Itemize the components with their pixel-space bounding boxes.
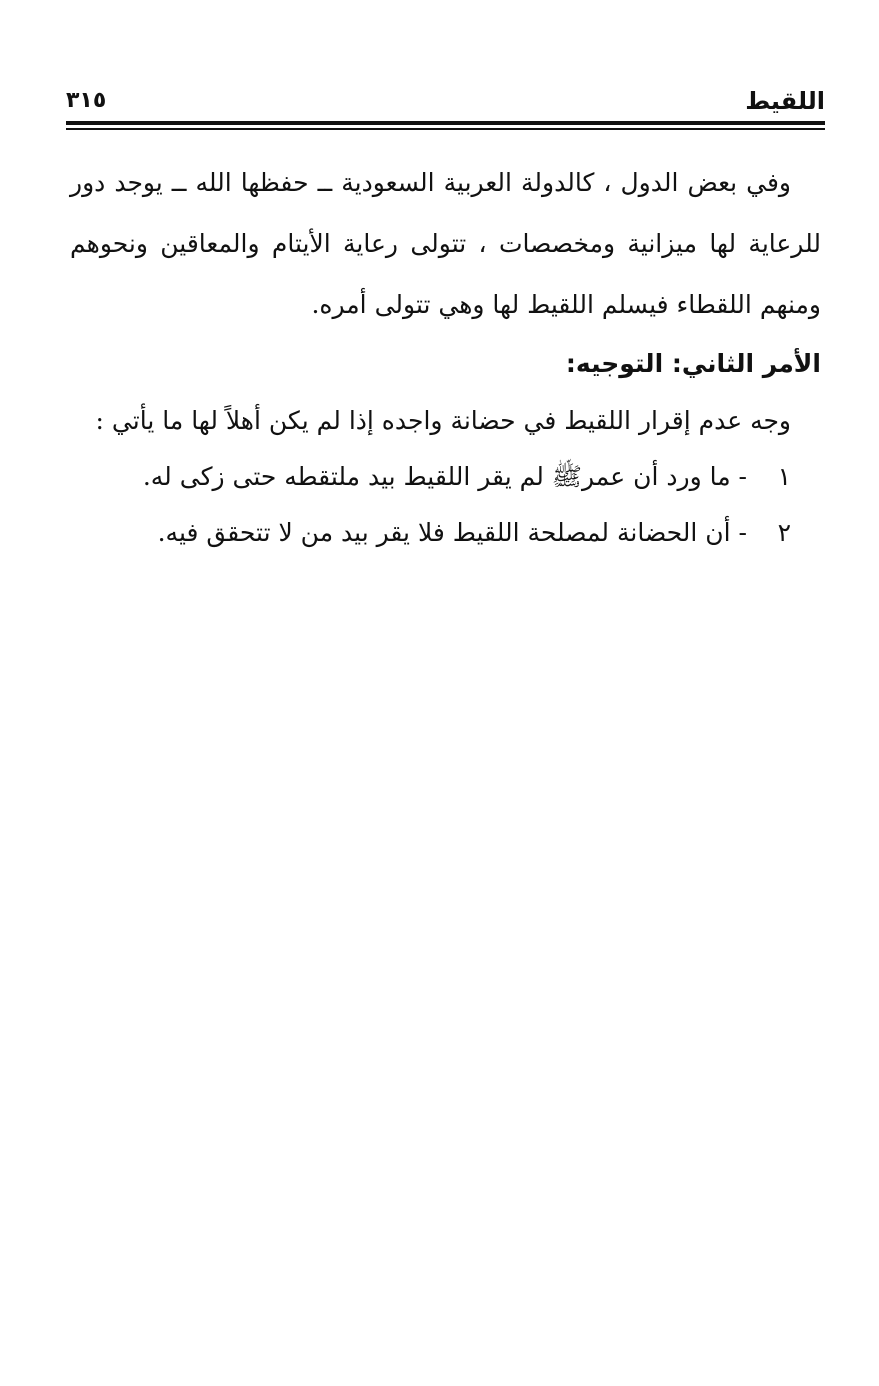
list-item	[70, 505, 821, 561]
section-heading: الأمر الثاني: التوجيه:	[565, 349, 821, 378]
body-text	[70, 152, 821, 561]
list-item-number: ١	[777, 462, 791, 491]
paragraph: وفي بعض الدول ، كالدولة العربية السعودية ــ حفظها الله ــ يوجد دور للرعاية لها ميزانية ومخصصات ، تتولى رعاية الأيتام والمعاقين ونحوهم ومنهم اللقطاء فيسلم اللقيط لها وهي تتولى أمره.	[70, 168, 821, 319]
running-header	[66, 78, 825, 122]
list-item-number: ٢	[777, 518, 791, 547]
intro-line: وجه عدم إقرار اللقيط في حضانة واجده إذا لم يكن أهلاً لها ما يأتي :	[95, 406, 791, 435]
header-rule-thick	[66, 121, 825, 125]
page-number: ٣١٥	[66, 88, 107, 113]
list-item	[70, 449, 821, 505]
header-rule-thin	[66, 128, 825, 130]
list-item-text: - ما ورد أن عمرﷺ لم يقر اللقيط بيد ملتقطه حتى زكى له.	[142, 462, 747, 491]
chapter-title: اللقيط	[745, 87, 825, 115]
list-item-text: - أن الحضانة لمصلحة اللقيط فلا يقر بيد من لا تتحقق فيه.	[157, 518, 747, 547]
